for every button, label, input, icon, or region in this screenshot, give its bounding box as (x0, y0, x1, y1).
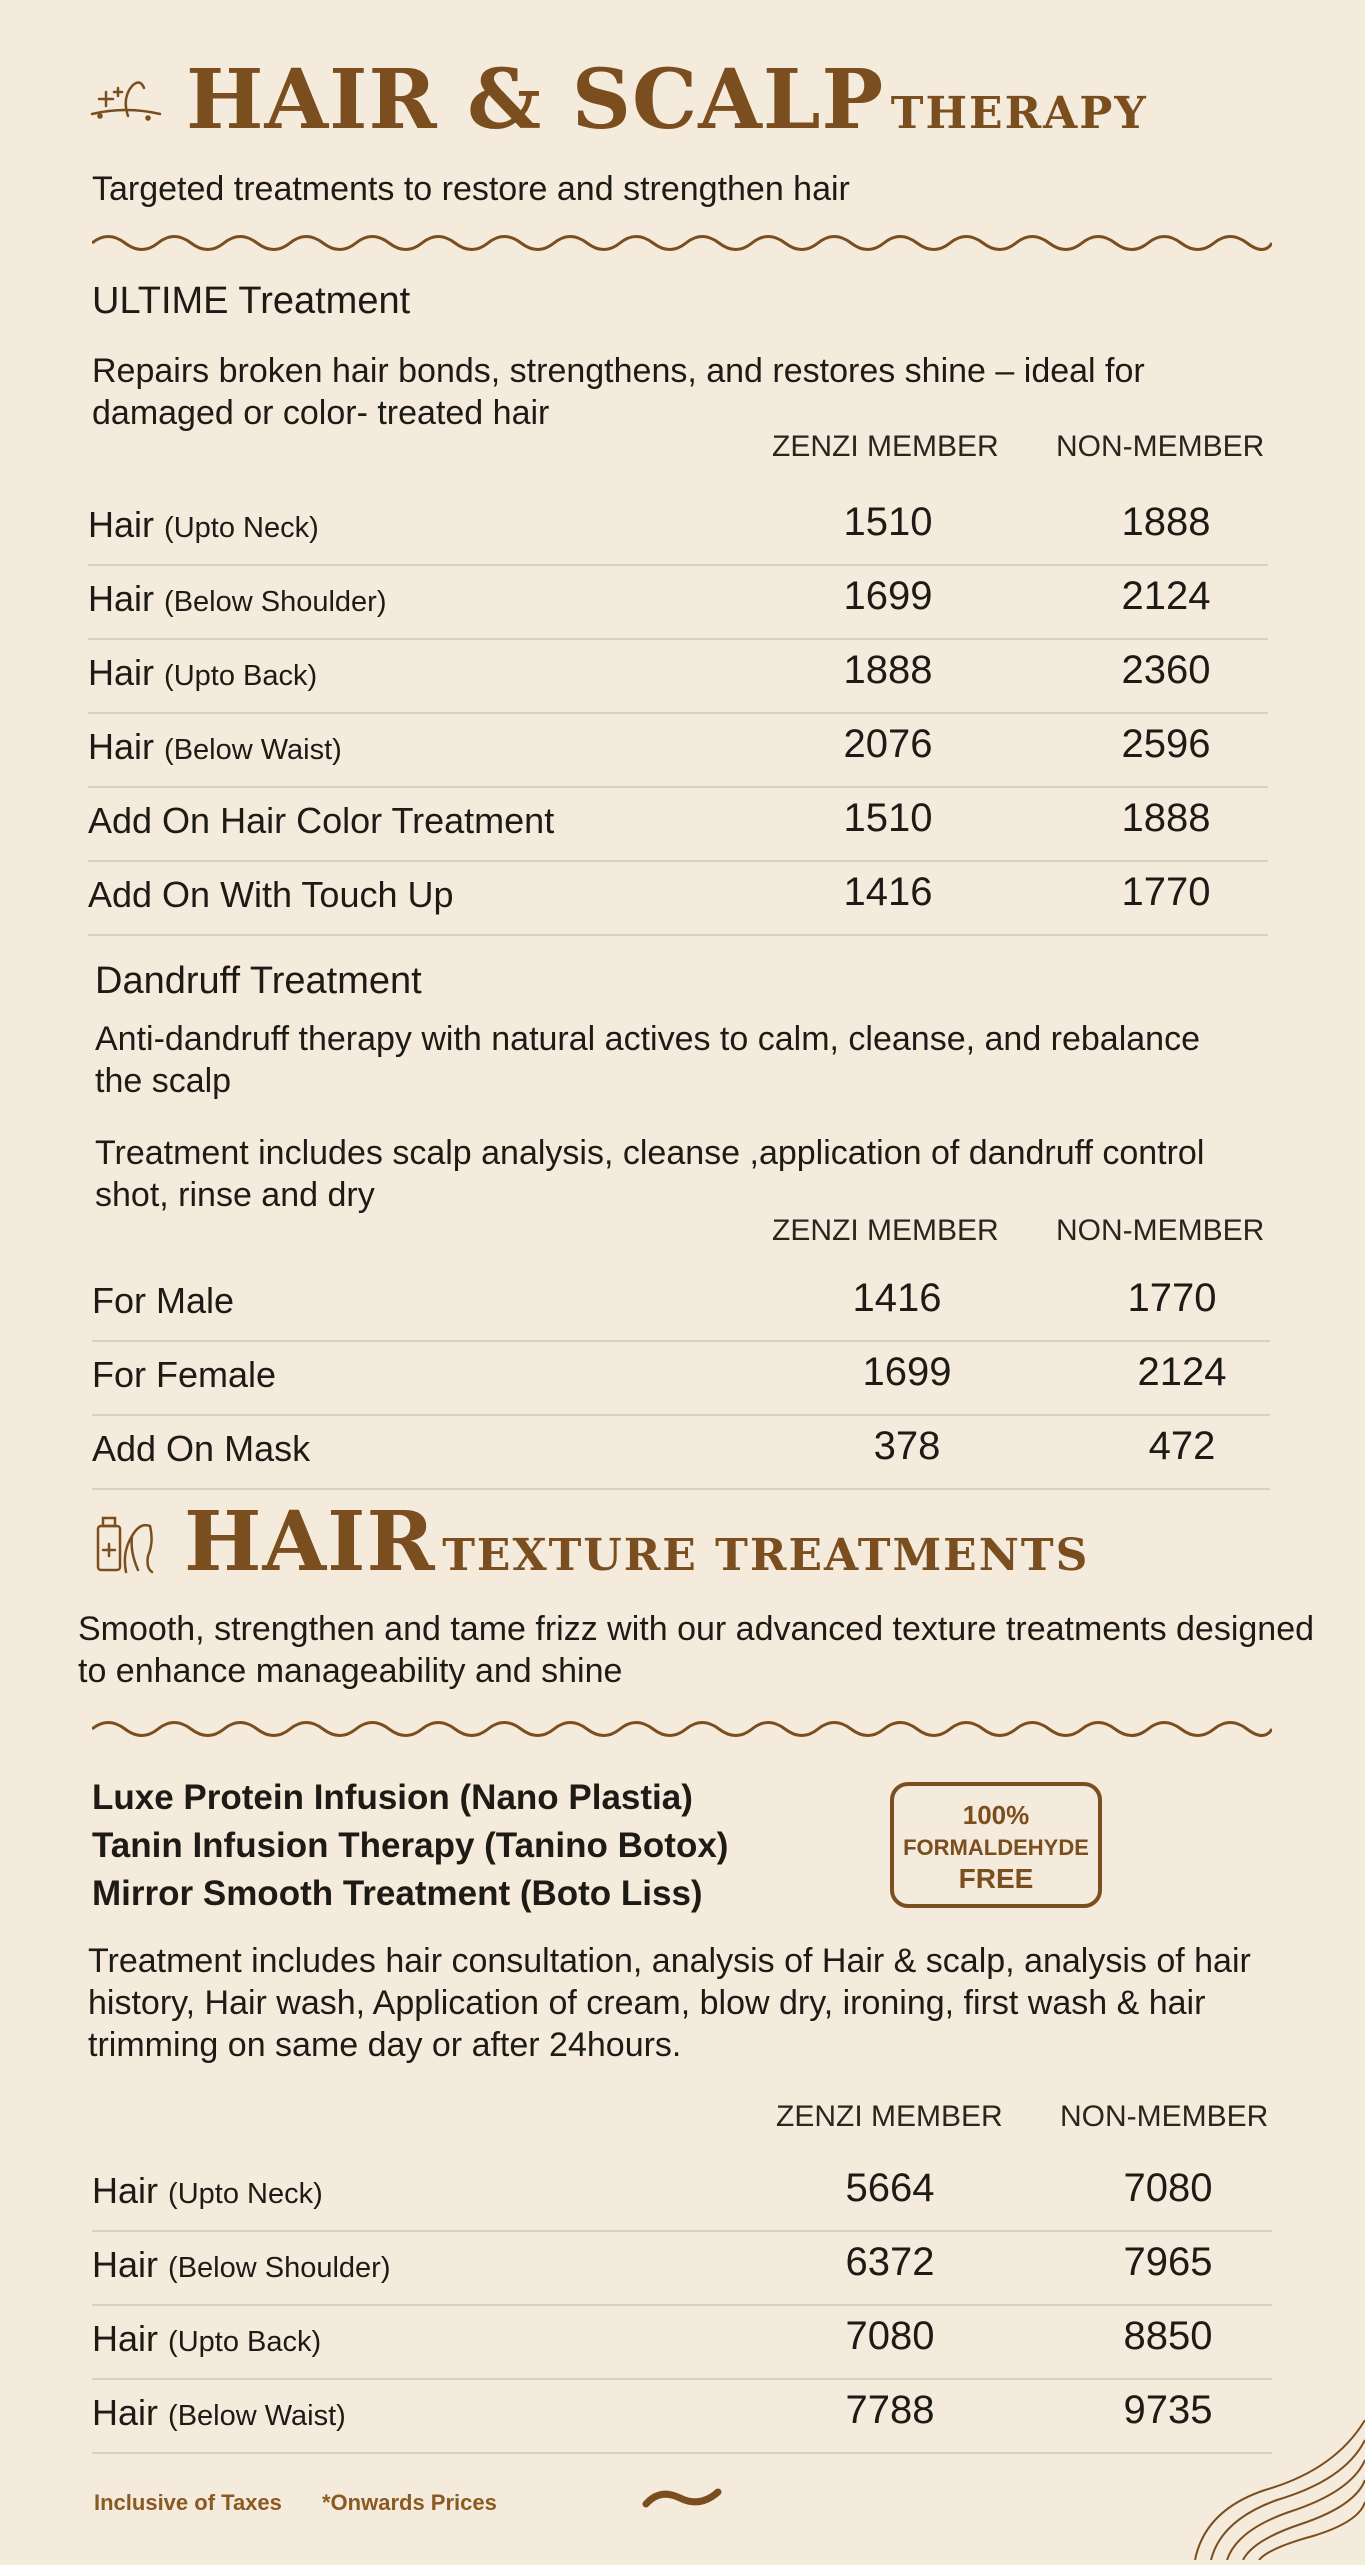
member-price: 2076 (843, 722, 933, 766)
member-price: 7788 (845, 2388, 935, 2432)
texture-col-nonmember: NON-MEMBER (1060, 2100, 1269, 2133)
nonmember-price: 2360 (1121, 648, 1211, 692)
member-price: 6372 (845, 2240, 935, 2284)
dandruff-col-member: ZENZI MEMBER (772, 1214, 999, 1247)
footer-onwards: *Onwards Prices (322, 2490, 497, 2515)
row-label: Hair (92, 2318, 159, 2359)
table-row (88, 490, 1268, 566)
table-row (92, 1266, 1270, 1342)
row-label: Hair (92, 2170, 159, 2211)
row-label: Hair (92, 2392, 159, 2433)
row-note: (Upto Neck) (168, 2178, 323, 2210)
nonmember-price: 7965 (1123, 2240, 1213, 2284)
ultime-col-nonmember: NON-MEMBER (1056, 430, 1265, 463)
row-label: Hair (88, 578, 155, 619)
nonmember-price: 2596 (1121, 722, 1211, 766)
row-label: Add On Mask (92, 1428, 311, 1469)
dandruff-heading: Dandruff Treatment (95, 960, 422, 1002)
table-row (88, 712, 1268, 788)
row-label: Add On Hair Color Treatment (88, 800, 555, 841)
row-note: (Below Waist) (164, 734, 342, 766)
nonmember-price: 9735 (1123, 2388, 1213, 2432)
row-note: (Below Shoulder) (164, 586, 387, 618)
texture-item-2: Tanin Infusion Therapy (Tanino Botox) (92, 1826, 729, 1865)
member-price: 1510 (843, 796, 933, 840)
nonmember-price: 1770 (1121, 870, 1211, 914)
section2-title (184, 1494, 1089, 1590)
nonmember-price: 1888 (1121, 500, 1211, 544)
row-label: Hair (88, 726, 155, 767)
nonmember-price: 1770 (1127, 1276, 1217, 1320)
footer-taxes: Inclusive of Taxes (94, 2490, 282, 2515)
section1-title (186, 52, 1148, 148)
member-price: 1699 (862, 1350, 952, 1394)
ultime-description: Repairs broken hair bonds, strengthens, and restores shine – ideal for damaged or color- treated hair (92, 352, 1145, 432)
table-row (92, 1340, 1270, 1416)
badge-line-1: 100% (962, 1800, 1030, 1830)
section1-title-small: THERAPY (890, 88, 1148, 139)
dandruff-description: Anti-dandruff therapy with natural actives to calm, cleanse, and rebalance the scalp (95, 1020, 1200, 1100)
section2-subtitle: Smooth, strengthen and tame frizz with our advanced texture treatments designed to enhance manageability and shine (78, 1610, 1315, 1690)
badge-line-3: FREE (958, 1863, 1034, 1894)
member-price: 5664 (845, 2166, 935, 2210)
nonmember-price: 2124 (1137, 1350, 1227, 1394)
member-price: 7080 (845, 2314, 935, 2358)
ultime-heading: ULTIME Treatment (92, 280, 411, 322)
hair-sparkle-icon (88, 76, 164, 136)
nonmember-price: 7080 (1123, 2166, 1213, 2210)
dandruff-col-nonmember: NON-MEMBER (1056, 1214, 1265, 1247)
section2-title-small: TEXTURE TREATMENTS (442, 1530, 1090, 1581)
corner-wave-lines (1185, 2420, 1365, 2565)
table-row (92, 2156, 1272, 2232)
tilde-ornament (640, 2484, 724, 2517)
table-row (88, 564, 1268, 640)
row-label: Add On With Touch Up (88, 874, 454, 915)
nonmember-price: 8850 (1123, 2314, 1213, 2358)
badge-line-2: FORMALDEHYDE (903, 1835, 1089, 1860)
nonmember-price: 2124 (1121, 574, 1211, 618)
section2-title-big: HAIR (184, 1494, 436, 1590)
table-row (92, 2304, 1272, 2380)
row-note: (Upto Back) (164, 660, 318, 692)
row-label: Hair (88, 652, 155, 693)
hair-bottle-icon (92, 1512, 156, 1576)
formaldehyde-free-badge (890, 1782, 1102, 1908)
table-row (92, 1414, 1270, 1490)
nonmember-price: 472 (1148, 1424, 1216, 1468)
member-price: 378 (873, 1424, 941, 1468)
section1-title-big: HAIR & SCALP (186, 52, 885, 148)
row-label: For Female (92, 1354, 277, 1395)
row-note: (Below Shoulder) (168, 2252, 391, 2284)
row-label: Hair (88, 504, 155, 545)
row-label: Hair (92, 2244, 159, 2285)
table-row (88, 786, 1268, 862)
row-note: (Below Waist) (168, 2400, 346, 2432)
ultime-col-member: ZENZI MEMBER (772, 430, 999, 463)
row-label: For Male (92, 1280, 235, 1321)
wave-divider-2 (92, 1714, 1272, 1749)
member-price: 1699 (843, 574, 933, 618)
texture-col-member: ZENZI MEMBER (776, 2100, 1003, 2133)
row-note: (Upto Back) (168, 2326, 322, 2358)
table-row (88, 860, 1268, 936)
member-price: 1416 (852, 1276, 942, 1320)
texture-item-1: Luxe Protein Infusion (Nano Plastia) (92, 1778, 693, 1817)
nonmember-price: 1888 (1121, 796, 1211, 840)
member-price: 1416 (843, 870, 933, 914)
table-row (92, 2378, 1272, 2454)
member-price: 1510 (843, 500, 933, 544)
dandruff-includes: Treatment includes scalp analysis, cleanse ,application of dandruff control shot, rinse and dry (95, 1134, 1205, 1214)
table-row (92, 2230, 1272, 2306)
texture-item-3: Mirror Smooth Treatment (Boto Liss) (92, 1874, 703, 1913)
section1-subtitle: Targeted treatments to restore and strengthen hair (92, 170, 850, 208)
texture-includes: Treatment includes hair consultation, analysis of Hair & scalp, analysis of hair history, Hair wash, Application of cream, blow dry, ironing, first wash & hair trimming on same day or after 24hours. (88, 1942, 1251, 2064)
wave-divider-1 (92, 228, 1272, 263)
row-note: (Upto Neck) (164, 512, 319, 544)
table-row (88, 638, 1268, 714)
member-price: 1888 (843, 648, 933, 692)
